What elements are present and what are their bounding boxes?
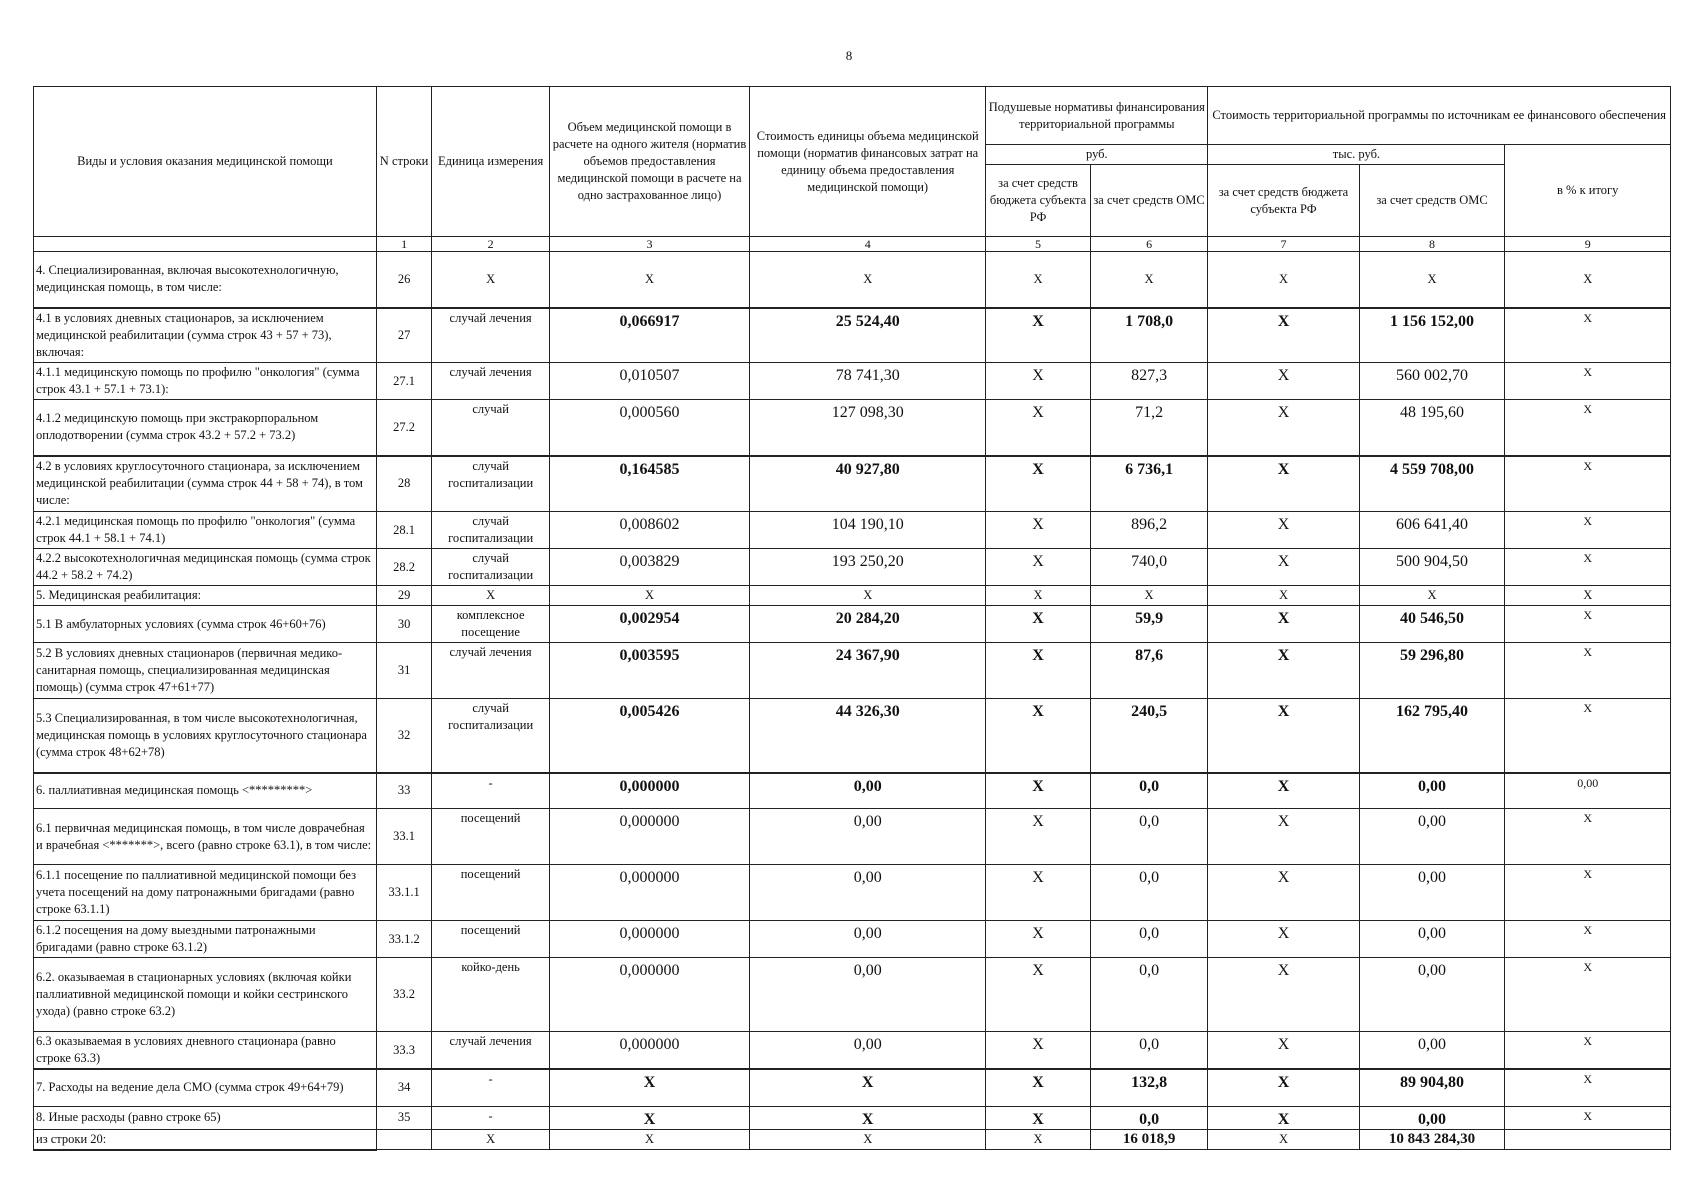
row-name: 4.1.1 медицинскую помощь по профилю "онкология" (сумма строк 43.1 + 57.1 + 73.1): xyxy=(34,363,377,400)
row-budget-thousand: X xyxy=(1208,363,1359,400)
row-name: 6.1 первичная медицинская помощь, в том числе доврачебная и врачебная <*******>, всего (равно строке 63.1), в том числе: xyxy=(34,809,377,865)
row-oms-rub: 0,0 xyxy=(1090,809,1208,865)
row-name: 4. Специализированная, включая высокотехнологичную, медицинская помощь, в том числе: xyxy=(34,252,377,308)
row-budget-thousand: X xyxy=(1208,921,1359,958)
row-budget-thousand: X xyxy=(1208,308,1359,363)
table-row xyxy=(34,512,1671,549)
row-unit: X xyxy=(432,586,550,606)
row-unit: - xyxy=(432,773,550,809)
row-number: 31 xyxy=(376,643,432,699)
row-budget-rub: X xyxy=(986,308,1090,363)
row-volume: 0,164585 xyxy=(549,456,749,512)
row-number: 29 xyxy=(376,586,432,606)
row-oms-thousand: 0,00 xyxy=(1359,1106,1505,1129)
table-row xyxy=(34,958,1671,1032)
row-oms-rub: 87,6 xyxy=(1090,643,1208,699)
header-percent: в % к итогу xyxy=(1505,145,1671,237)
column-index-row xyxy=(34,237,1671,252)
row-budget-rub: X xyxy=(986,1032,1090,1070)
row-volume: 0,008602 xyxy=(549,512,749,549)
row-unit: X xyxy=(432,1129,550,1150)
row-oms-thousand: 0,00 xyxy=(1359,865,1505,921)
row-oms-thousand: 4 559 708,00 xyxy=(1359,456,1505,512)
row-volume: 0,066917 xyxy=(549,308,749,363)
column-index: 6 xyxy=(1090,237,1208,252)
row-cost: 0,00 xyxy=(750,809,986,865)
row-unit: случай госпитализации xyxy=(432,699,550,773)
table-header xyxy=(34,87,1671,252)
row-budget-thousand: X xyxy=(1208,1032,1359,1070)
row-oms-thousand: 89 904,80 xyxy=(1359,1069,1505,1106)
row-oms-thousand: 40 546,50 xyxy=(1359,606,1505,643)
row-unit: комплексное посещение xyxy=(432,606,550,643)
column-index: 5 xyxy=(986,237,1090,252)
row-percent: X xyxy=(1505,809,1671,865)
row-budget-rub: X xyxy=(986,773,1090,809)
row-oms-thousand: 560 002,70 xyxy=(1359,363,1505,400)
row-number: 30 xyxy=(376,606,432,643)
row-cost: 0,00 xyxy=(750,921,986,958)
row-number: 33.3 xyxy=(376,1032,432,1070)
header-unit: Единица измерения xyxy=(432,87,550,237)
table-row xyxy=(34,400,1671,456)
row-name: 6. паллиативная медицинская помощь <*********> xyxy=(34,773,377,809)
table-row xyxy=(34,363,1671,400)
row-number: 26 xyxy=(376,252,432,308)
row-oms-rub: X xyxy=(1090,586,1208,606)
row-name: 6.1.1 посещение по паллиативной медицинской помощи без учета посещений на дому патронажными бригадами (равно строке 63.1.1) xyxy=(34,865,377,921)
row-number: 33.1.1 xyxy=(376,865,432,921)
row-budget-rub: X xyxy=(986,456,1090,512)
row-unit: - xyxy=(432,1069,550,1106)
row-percent: X xyxy=(1505,1069,1671,1106)
row-oms-rub: 1 708,0 xyxy=(1090,308,1208,363)
table-row xyxy=(34,1069,1671,1106)
row-percent: X xyxy=(1505,1106,1671,1129)
header-name: Виды и условия оказания медицинской помощи xyxy=(34,87,377,237)
row-cost: 0,00 xyxy=(750,865,986,921)
row-oms-rub: 240,5 xyxy=(1090,699,1208,773)
row-cost: 78 741,30 xyxy=(750,363,986,400)
row-percent: X xyxy=(1505,252,1671,308)
row-oms-rub: 896,2 xyxy=(1090,512,1208,549)
table-row xyxy=(34,606,1671,643)
row-unit: посещений xyxy=(432,865,550,921)
row-oms-thousand: 10 843 284,30 xyxy=(1359,1129,1505,1150)
header-row-number: N строки xyxy=(376,87,432,237)
row-oms-rub: 6 736,1 xyxy=(1090,456,1208,512)
row-volume: X xyxy=(549,586,749,606)
row-cost: X xyxy=(750,586,986,606)
row-budget-rub: X xyxy=(986,363,1090,400)
row-unit: случай госпитализации xyxy=(432,549,550,586)
row-oms-thousand: 606 641,40 xyxy=(1359,512,1505,549)
row-cost: 25 524,40 xyxy=(750,308,986,363)
row-percent: X xyxy=(1505,958,1671,1032)
row-volume: 0,003595 xyxy=(549,643,749,699)
table-row xyxy=(34,643,1671,699)
row-budget-thousand: X xyxy=(1208,643,1359,699)
row-budget-rub: X xyxy=(986,1106,1090,1129)
row-budget-rub: X xyxy=(986,699,1090,773)
row-oms-rub: 59,9 xyxy=(1090,606,1208,643)
row-number xyxy=(376,1129,432,1150)
row-oms-rub: 71,2 xyxy=(1090,400,1208,456)
row-budget-rub: X xyxy=(986,643,1090,699)
row-cost: 0,00 xyxy=(750,773,986,809)
row-percent: X xyxy=(1505,1032,1671,1070)
row-oms-rub: 0,0 xyxy=(1090,865,1208,921)
row-budget-rub: X xyxy=(986,921,1090,958)
row-percent: X xyxy=(1505,921,1671,958)
row-oms-thousand: 162 795,40 xyxy=(1359,699,1505,773)
row-unit: - xyxy=(432,1106,550,1129)
row-number: 27.2 xyxy=(376,400,432,456)
row-percent: X xyxy=(1505,400,1671,456)
row-budget-thousand: X xyxy=(1208,512,1359,549)
row-unit: случай госпитализации xyxy=(432,456,550,512)
table-row xyxy=(34,456,1671,512)
row-volume: 0,003829 xyxy=(549,549,749,586)
header-oms-program: за счет средств ОМС xyxy=(1359,165,1505,237)
row-number: 32 xyxy=(376,699,432,773)
row-oms-rub: 0,0 xyxy=(1090,958,1208,1032)
row-oms-rub: 740,0 xyxy=(1090,549,1208,586)
row-name: 6.1.2 посещения на дому выездными патронажными бригадами (равно строке 63.1.2) xyxy=(34,921,377,958)
row-number: 28.2 xyxy=(376,549,432,586)
row-name: 7. Расходы на ведение дела СМО (сумма строк 49+64+79) xyxy=(34,1069,377,1106)
row-oms-rub: 0,0 xyxy=(1090,1032,1208,1070)
row-unit: случай лечения xyxy=(432,308,550,363)
row-name: 8. Иные расходы (равно строке 65) xyxy=(34,1106,377,1129)
row-number: 33.1 xyxy=(376,809,432,865)
table-row xyxy=(34,252,1671,308)
row-budget-thousand: X xyxy=(1208,606,1359,643)
row-oms-rub: 0,0 xyxy=(1090,1106,1208,1129)
row-percent: X xyxy=(1505,456,1671,512)
row-volume: 0,000000 xyxy=(549,809,749,865)
row-volume: 0,000000 xyxy=(549,773,749,809)
row-oms-rub: 827,3 xyxy=(1090,363,1208,400)
table-row xyxy=(34,1032,1671,1070)
row-percent: X xyxy=(1505,586,1671,606)
row-unit: случай лечения xyxy=(432,363,550,400)
row-budget-thousand: X xyxy=(1208,773,1359,809)
column-index xyxy=(34,237,377,252)
row-budget-rub: X xyxy=(986,958,1090,1032)
table-row xyxy=(34,586,1671,606)
row-cost: X xyxy=(750,1069,986,1106)
row-budget-rub: X xyxy=(986,400,1090,456)
table-row xyxy=(34,699,1671,773)
column-index: 8 xyxy=(1359,237,1505,252)
header-volume: Объем медицинской помощи в расчете на одного жителя (норматив объемов предоставления медицинской помощи в расчете на одно застрахованное лицо) xyxy=(549,87,749,237)
row-volume: 0,000000 xyxy=(549,865,749,921)
table-row xyxy=(34,308,1671,363)
row-name: 4.2.2 высокотехнологичная медицинская помощь (сумма строк 44.2 + 58.2 + 74.2) xyxy=(34,549,377,586)
page-number: 8 xyxy=(845,48,853,63)
row-oms-thousand: 0,00 xyxy=(1359,809,1505,865)
row-name: из строки 20: xyxy=(34,1129,377,1150)
row-oms-thousand: 1 156 152,00 xyxy=(1359,308,1505,363)
row-budget-thousand: X xyxy=(1208,1129,1359,1150)
table-body xyxy=(34,252,1671,1150)
row-percent: X xyxy=(1505,606,1671,643)
row-oms-rub: 0,0 xyxy=(1090,921,1208,958)
row-budget-thousand: X xyxy=(1208,586,1359,606)
row-oms-rub: 0,0 xyxy=(1090,773,1208,809)
row-name: 6.3 оказываемая в условиях дневного стационара (равно строке 63.3) xyxy=(34,1032,377,1070)
row-volume: X xyxy=(549,252,749,308)
row-cost: 24 367,90 xyxy=(750,643,986,699)
row-percent: X xyxy=(1505,643,1671,699)
row-cost: 44 326,30 xyxy=(750,699,986,773)
row-oms-thousand: X xyxy=(1359,252,1505,308)
row-name: 6.2. оказываемая в стационарных условиях (включая койки паллиативной медицинской помощи и койки сестринского ухода) (равно строке 63.2) xyxy=(34,958,377,1032)
row-number: 33 xyxy=(376,773,432,809)
row-oms-rub: X xyxy=(1090,252,1208,308)
row-percent: X xyxy=(1505,363,1671,400)
row-volume: 0,002954 xyxy=(549,606,749,643)
table-row xyxy=(34,549,1671,586)
header-group-program: Стоимость территориальной программы по источникам ее финансового обеспечения xyxy=(1208,87,1671,145)
row-oms-thousand: 0,00 xyxy=(1359,958,1505,1032)
header-unit-rub: руб. xyxy=(986,145,1208,165)
table-row xyxy=(34,1129,1671,1150)
row-cost: 40 927,80 xyxy=(750,456,986,512)
row-budget-thousand: X xyxy=(1208,809,1359,865)
row-volume: X xyxy=(549,1129,749,1150)
row-budget-rub: X xyxy=(986,1129,1090,1150)
row-oms-thousand: 500 904,50 xyxy=(1359,549,1505,586)
row-percent: X xyxy=(1505,512,1671,549)
row-budget-rub: X xyxy=(986,809,1090,865)
header-unit-thousand-rub: тыс. руб. xyxy=(1208,145,1505,165)
row-volume: 0,005426 xyxy=(549,699,749,773)
row-oms-thousand: 0,00 xyxy=(1359,773,1505,809)
header-oms: за счет средств ОМС xyxy=(1090,165,1208,237)
row-unit: случай xyxy=(432,400,550,456)
row-name: 5.3 Специализированная, в том числе высокотехнологичная, медицинская помощь в условиях круглосуточного стационара (сумма строк 48+62+78) xyxy=(34,699,377,773)
row-unit: посещений xyxy=(432,921,550,958)
row-number: 34 xyxy=(376,1069,432,1106)
row-percent: X xyxy=(1505,865,1671,921)
table-row xyxy=(34,1106,1671,1129)
column-index: 2 xyxy=(432,237,550,252)
header-budget-program: за счет средств бюджета субъекта РФ xyxy=(1208,165,1359,237)
column-index: 7 xyxy=(1208,237,1359,252)
row-oms-thousand: 48 195,60 xyxy=(1359,400,1505,456)
row-budget-thousand: X xyxy=(1208,865,1359,921)
row-name: 5.1 В амбулаторных условиях (сумма строк 46+60+76) xyxy=(34,606,377,643)
row-budget-thousand: X xyxy=(1208,958,1359,1032)
row-name: 4.2.1 медицинская помощь по профилю "онкология" (сумма строк 44.1 + 58.1 + 74.1) xyxy=(34,512,377,549)
header-cost: Стоимость единицы объема медицинской помощи (норматив финансовых затрат на единицу объема предоставления медицинской помощи) xyxy=(750,87,986,237)
row-budget-thousand: X xyxy=(1208,252,1359,308)
row-budget-rub: X xyxy=(986,606,1090,643)
header-group-norms: Подушевые нормативы финансирования территориальной программы xyxy=(986,87,1208,145)
row-oms-thousand: X xyxy=(1359,586,1505,606)
row-percent xyxy=(1505,1129,1671,1150)
header-budget: за счет средств бюджета субъекта РФ xyxy=(986,165,1090,237)
row-volume: 0,000000 xyxy=(549,1032,749,1070)
table-row xyxy=(34,773,1671,809)
row-percent: X xyxy=(1505,549,1671,586)
row-budget-thousand: X xyxy=(1208,549,1359,586)
row-budget-rub: X xyxy=(986,586,1090,606)
row-cost: 104 190,10 xyxy=(750,512,986,549)
row-number: 28 xyxy=(376,456,432,512)
row-percent: X xyxy=(1505,308,1671,363)
row-name: 5.2 В условиях дневных стационаров (первичная медико-санитарная помощь, специализированная медицинская помощь) (сумма строк 47+61+77) xyxy=(34,643,377,699)
row-oms-rub: 16 018,9 xyxy=(1090,1129,1208,1150)
row-number: 35 xyxy=(376,1106,432,1129)
row-number: 33.2 xyxy=(376,958,432,1032)
row-budget-thousand: X xyxy=(1208,1106,1359,1129)
row-cost: 0,00 xyxy=(750,958,986,1032)
row-budget-rub: X xyxy=(986,549,1090,586)
row-budget-rub: X xyxy=(986,865,1090,921)
row-volume: 0,000000 xyxy=(549,958,749,1032)
row-percent: X xyxy=(1505,699,1671,773)
row-cost: 193 250,20 xyxy=(750,549,986,586)
row-unit: посещений xyxy=(432,809,550,865)
row-budget-thousand: X xyxy=(1208,456,1359,512)
row-unit: случай лечения xyxy=(432,643,550,699)
row-budget-thousand: X xyxy=(1208,400,1359,456)
row-oms-rub: 132,8 xyxy=(1090,1069,1208,1106)
row-unit: X xyxy=(432,252,550,308)
row-unit: койко-день xyxy=(432,958,550,1032)
row-budget-rub: X xyxy=(986,1069,1090,1106)
row-number: 27.1 xyxy=(376,363,432,400)
row-budget-thousand: X xyxy=(1208,699,1359,773)
row-name: 4.1.2 медицинскую помощь при экстракорпоральном оплодотворении (сумма строк 43.2 + 57.2 + 73.2) xyxy=(34,400,377,456)
row-volume: X xyxy=(549,1106,749,1129)
row-cost: X xyxy=(750,1106,986,1129)
financing-table xyxy=(33,86,1671,1151)
row-name: 4.1 в условиях дневных стационаров, за исключением медицинской реабилитации (сумма строк 43 + 57 + 73), включая: xyxy=(34,308,377,363)
row-number: 27 xyxy=(376,308,432,363)
row-name: 5. Медицинская реабилитация: xyxy=(34,586,377,606)
row-cost: X xyxy=(750,1129,986,1150)
row-budget-rub: X xyxy=(986,512,1090,549)
row-budget-thousand: X xyxy=(1208,1069,1359,1106)
row-volume: 0,010507 xyxy=(549,363,749,400)
row-cost: 127 098,30 xyxy=(750,400,986,456)
row-percent: 0,00 xyxy=(1505,773,1671,809)
row-number: 33.1.2 xyxy=(376,921,432,958)
row-volume: 0,000000 xyxy=(549,921,749,958)
row-oms-thousand: 0,00 xyxy=(1359,1032,1505,1070)
column-index: 1 xyxy=(376,237,432,252)
row-unit: случай госпитализации xyxy=(432,512,550,549)
row-cost: 0,00 xyxy=(750,1032,986,1070)
table-row xyxy=(34,865,1671,921)
row-oms-thousand: 59 296,80 xyxy=(1359,643,1505,699)
row-budget-rub: X xyxy=(986,252,1090,308)
column-index: 3 xyxy=(549,237,749,252)
column-index: 4 xyxy=(750,237,986,252)
table-row xyxy=(34,921,1671,958)
table-row xyxy=(34,809,1671,865)
row-unit: случай лечения xyxy=(432,1032,550,1070)
row-number: 28.1 xyxy=(376,512,432,549)
row-volume: X xyxy=(549,1069,749,1106)
row-name: 4.2 в условиях круглосуточного стационара, за исключением медицинской реабилитации (сумма строк 44 + 58 + 74), в том числе: xyxy=(34,456,377,512)
row-oms-thousand: 0,00 xyxy=(1359,921,1505,958)
row-cost: 20 284,20 xyxy=(750,606,986,643)
row-cost: X xyxy=(750,252,986,308)
column-index: 9 xyxy=(1505,237,1671,252)
row-volume: 0,000560 xyxy=(549,400,749,456)
